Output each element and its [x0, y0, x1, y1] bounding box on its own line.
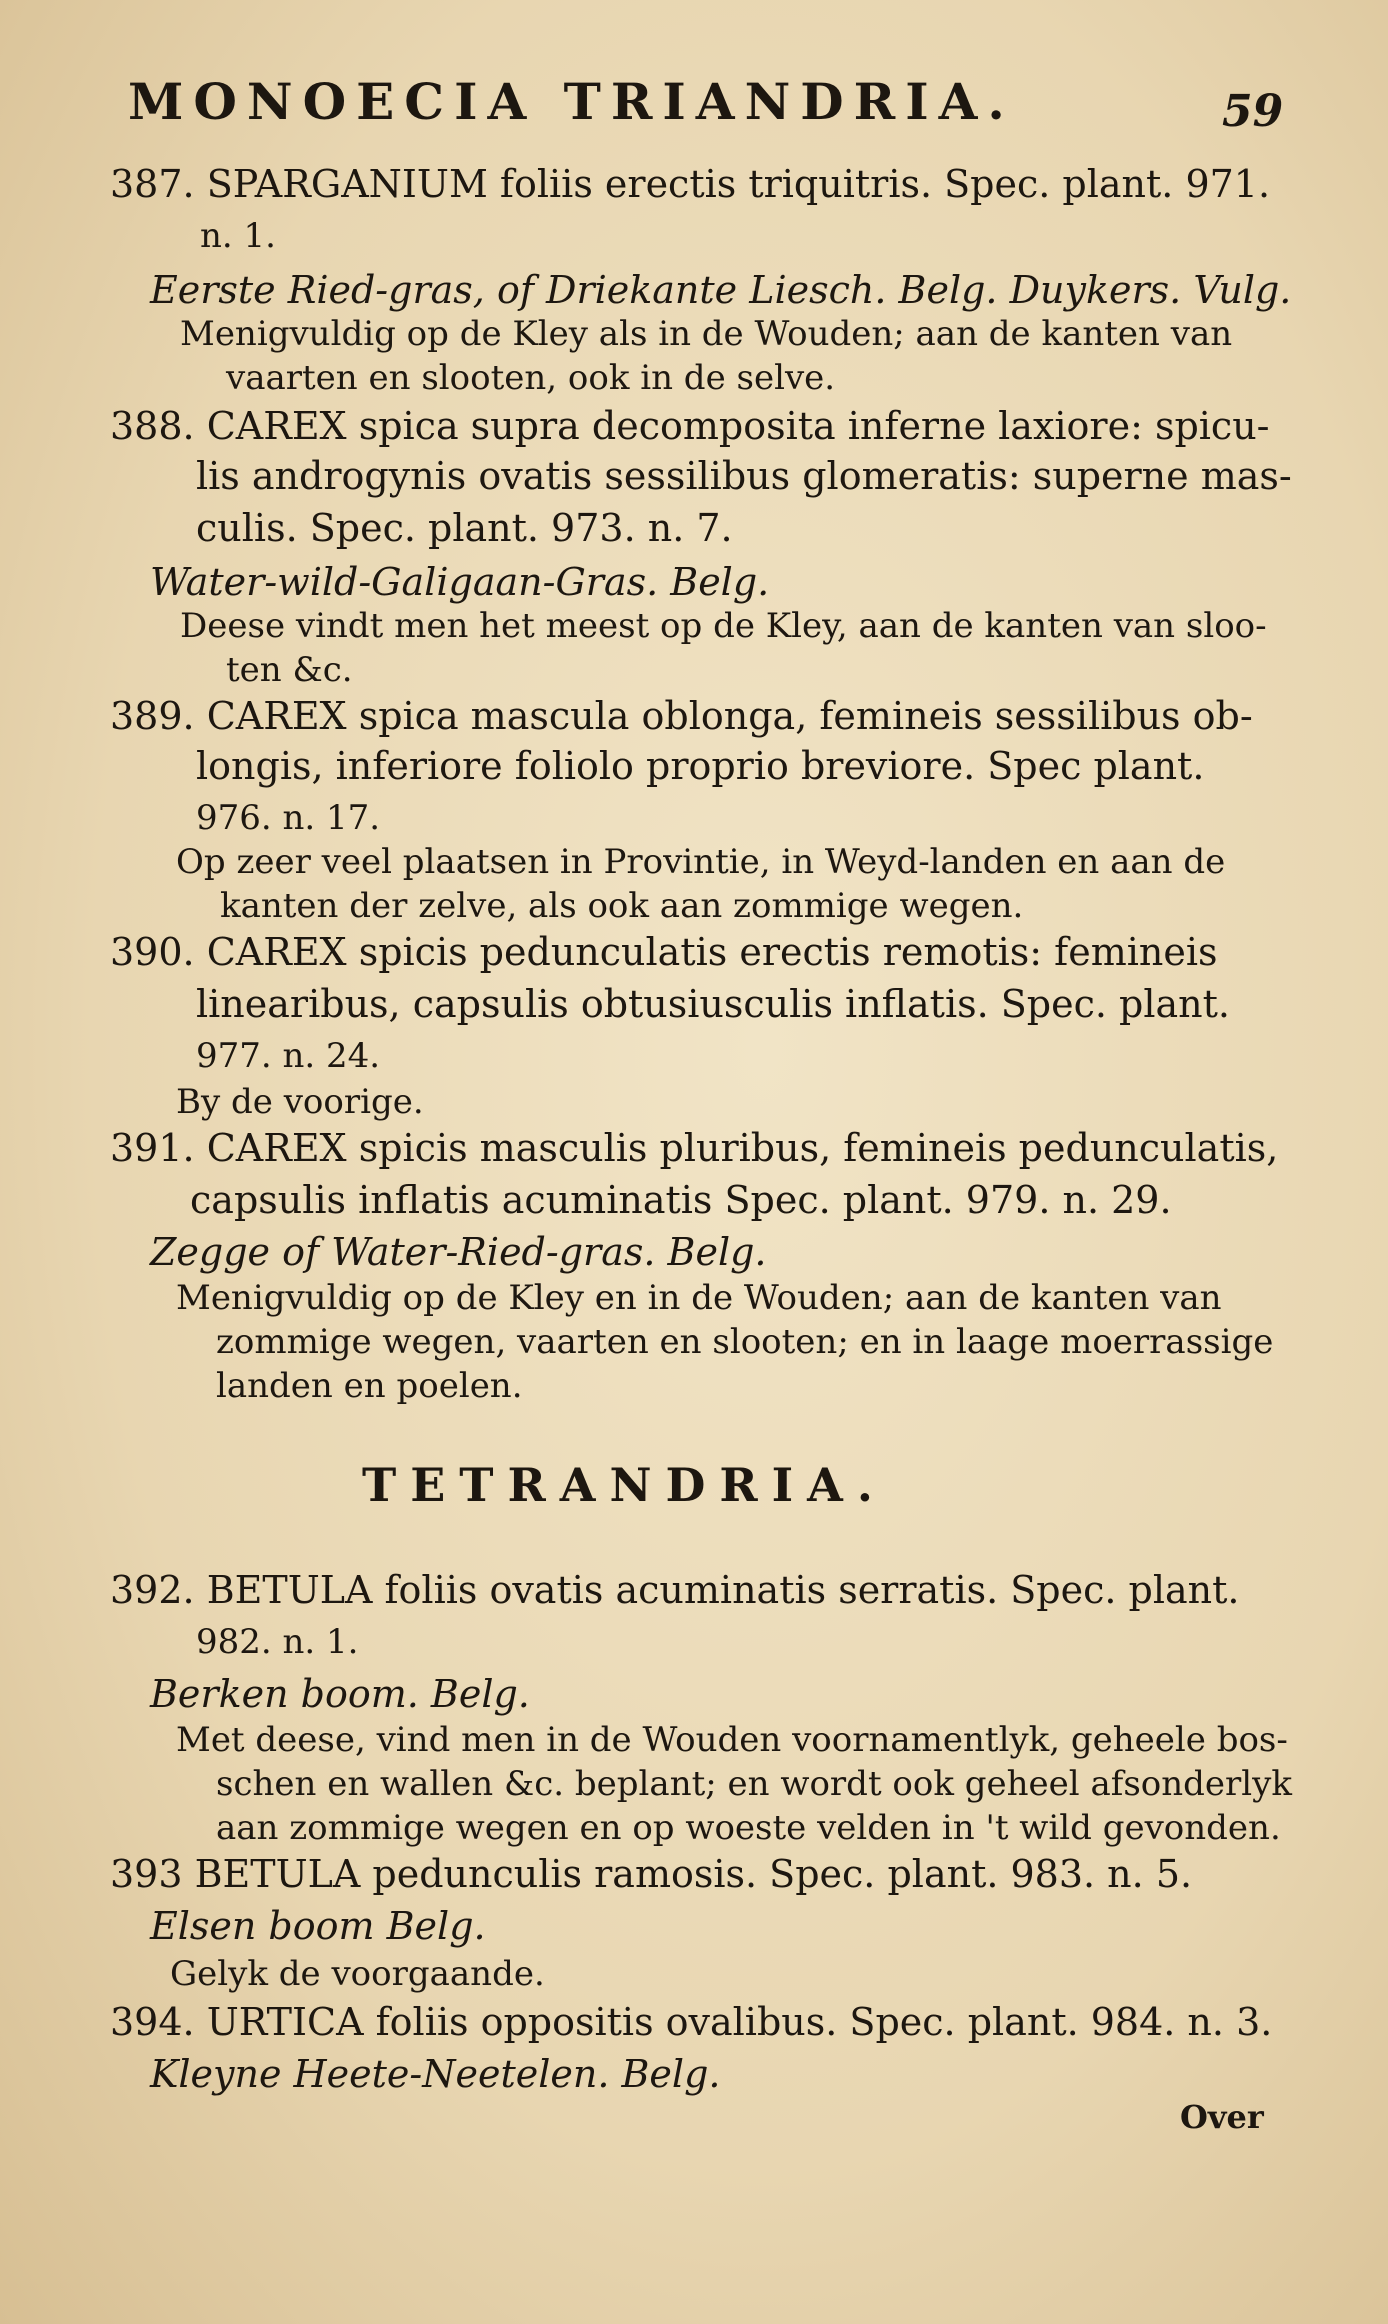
- text-line: lis androgynis ovatis sessilibus glomeratis: superne mas-: [196, 454, 1292, 498]
- text-line: longis, inferiore foliolo proprio breviore. Spec plant.: [196, 744, 1205, 788]
- text-line: 388. CAREX spica supra decomposita inferne laxiore: spicu-: [110, 404, 1270, 448]
- text-line: Gelyk de voorgaande.: [170, 1954, 545, 1994]
- text-line: linearibus, capsulis obtusiusculis inflatis. Spec. plant.: [196, 982, 1230, 1026]
- text-line: Kleyne Heete-Neetelen. Belg.: [150, 2052, 721, 2096]
- text-line: 392. BETULA foliis ovatis acuminatis serratis. Spec. plant.: [110, 1568, 1240, 1612]
- text-line: Berken boom. Belg.: [150, 1672, 530, 1716]
- text-line: Deese vindt men het meest op de Kley, aan de kanten van sloo-: [180, 606, 1267, 646]
- text-line: kanten der zelve, als ook aan zommige wegen.: [220, 886, 1024, 926]
- page-number: 59: [1222, 86, 1284, 137]
- text-line: schen en wallen &c. beplant; en wordt ook geheel afsonderlyk: [216, 1764, 1292, 1804]
- catchword: Over: [1180, 2098, 1264, 2136]
- text-line: Menigvuldig op de Kley als in de Wouden; aan de kanten van: [180, 314, 1233, 354]
- text-line: 394. URTICA foliis oppositis ovalibus. Spec. plant. 984. n. 3.: [110, 2000, 1273, 2044]
- text-line: 976. n. 17.: [196, 798, 381, 838]
- section-heading: TETRANDRIA.: [362, 1458, 887, 1512]
- text-line: capsulis inflatis acuminatis Spec. plant. 979. n. 29.: [190, 1178, 1172, 1222]
- text-line: ten &c.: [226, 650, 353, 690]
- text-line: 387. SPARGANIUM foliis erectis triquitris. Spec. plant. 971.: [110, 162, 1271, 206]
- text-line: culis. Spec. plant. 973. n. 7.: [196, 506, 733, 550]
- text-line: Eerste Ried-gras, of Driekante Liesch. Belg. Duykers. Vulg.: [150, 268, 1292, 312]
- text-line: vaarten en slooten, ook in de selve.: [226, 358, 836, 398]
- text-line: landen en poelen.: [216, 1366, 523, 1406]
- text-line: By de voorige.: [176, 1082, 424, 1122]
- text-line: Met deese, vind men in de Wouden voornamentlyk, geheele bos-: [176, 1720, 1288, 1760]
- text-line: 977. n. 24.: [196, 1036, 381, 1076]
- text-line: 390. CAREX spicis pedunculatis erectis remotis: femineis: [110, 930, 1218, 974]
- text-line: Menigvuldig op de Kley en in de Wouden; aan de kanten van: [176, 1278, 1222, 1318]
- text-line: Water-wild-Galigaan-Gras. Belg.: [150, 560, 770, 604]
- text-line: Zegge of Water-Ried-gras. Belg.: [150, 1230, 767, 1274]
- running-header: MONOECIA TRIANDRIA.: [128, 72, 1015, 131]
- text-line: 391. CAREX spicis masculis pluribus, femineis pedunculatis,: [110, 1126, 1279, 1170]
- text-line: aan zommige wegen en op woeste velden in 't wild gevonden.: [216, 1808, 1281, 1848]
- text-line: Op zeer veel plaatsen in Provintie, in Weyd-landen en aan de: [176, 842, 1226, 882]
- text-line: Elsen boom Belg.: [150, 1904, 486, 1948]
- text-line: 982. n. 1.: [196, 1622, 359, 1662]
- text-line: 393 BETULA pedunculis ramosis. Spec. plant. 983. n. 5.: [110, 1852, 1193, 1896]
- text-line: 389. CAREX spica mascula oblonga, femineis sessilibus ob-: [110, 694, 1253, 738]
- text-line: zommige wegen, vaarten en slooten; en in laage moerrassige: [216, 1322, 1274, 1362]
- text-line: n. 1.: [200, 216, 276, 256]
